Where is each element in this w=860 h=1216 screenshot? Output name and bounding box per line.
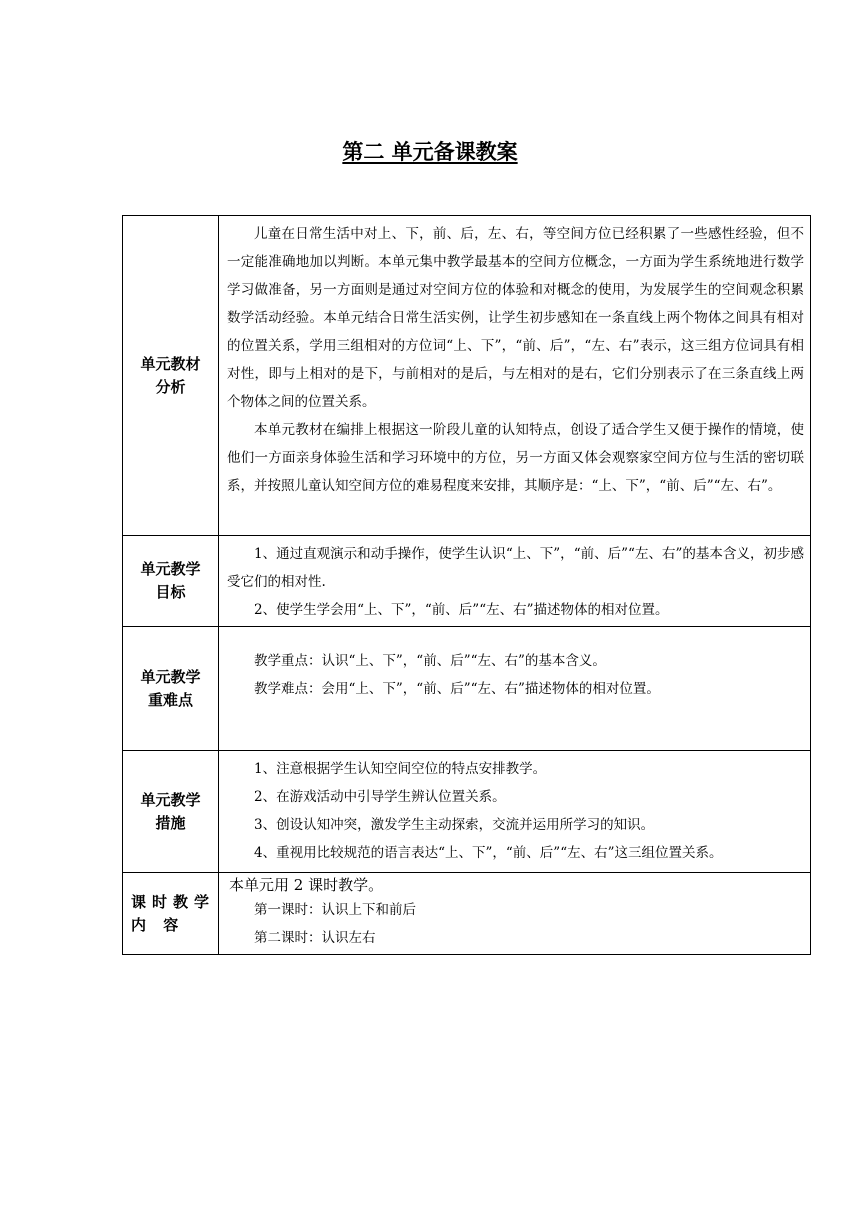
paragraph: 教学难点：会用“上、下”，“前、后”“左、右”描述物体的相对位置。	[254, 681, 660, 697]
row-content-key-difficult-points	[219, 627, 811, 751]
row-label-lesson-content	[123, 873, 219, 955]
row-content-teaching-measures	[219, 751, 811, 873]
table-row	[123, 536, 811, 627]
label-line: 课时教学	[131, 892, 216, 911]
label-line: 单元教学	[140, 790, 201, 809]
row-content-lesson-content	[219, 873, 811, 955]
lesson-plan-table	[122, 215, 811, 955]
label-line: 分析	[155, 377, 186, 396]
row-content-material-analysis	[219, 216, 811, 536]
table-row	[123, 627, 811, 751]
intro-text: 本单元用 2 课时教学。	[229, 876, 384, 894]
paragraph: 4、重视用比较规范的语言表达“上、下”，“前、后”“左、右”这三组位置关系。	[254, 845, 723, 861]
paragraph: 3、创设认知冲突，激发学生主动探索，交流并运用所学习的知识。	[254, 817, 655, 833]
paragraph: 1、通过直观演示和动手操作，使学生认识“上、下”，“前、后”“左、右”的基本含义，初步感受它们的相对性.	[227, 546, 804, 590]
row-label-material-analysis	[123, 216, 219, 536]
paragraph: 第二课时：认识左右	[254, 930, 376, 946]
table-row	[123, 873, 811, 955]
label-line: 重难点	[147, 690, 193, 709]
row-label-teaching-goals	[123, 536, 219, 627]
paragraph: 第一课时：认识上下和前后	[254, 902, 416, 918]
table-row	[123, 216, 811, 536]
paragraph: 2、使学生学会用“上、下”，“前、后”“左、右”描述物体的相对位置。	[254, 602, 669, 618]
paragraph: 教学重点：认识“上、下”，“前、后”“左、右”的基本含义。	[254, 653, 606, 669]
label-line: 目标	[155, 583, 186, 601]
table-row	[123, 751, 811, 873]
label-line: 单元教学	[140, 560, 201, 578]
paragraph: 本单元教材在编排上根据这一阶段儿童的认知特点，创设了适合学生又便于操作的情境，使他们一方面亲身体验生活和学习环境中的方位，另一方面又体会观察家空间方位与生活的密切联系，并按照儿童认知空间方位的难易程度来安排，其顺序是：“上、下”，“前、后”“左、右”。	[227, 422, 804, 494]
paragraph: 2、在游戏活动中引导学生辨认位置关系。	[254, 789, 506, 805]
label-line: 内 容	[131, 915, 185, 934]
label-line: 单元教材	[140, 354, 201, 373]
label-line: 单元教学	[140, 667, 201, 686]
row-content-teaching-goals	[219, 536, 811, 627]
page-title: 第二 单元备课教案	[342, 140, 518, 164]
row-label-teaching-measures	[123, 751, 219, 873]
paragraph: 儿童在日常生活中对上、下，前、后，左、右，等空间方位已经积累了一些感性经验，但不一定能准确地加以判断。本单元集中教学最基本的空间方位概念，一方面为学生系统地进行数学学习做准备，另一方面则是通过对空间方位的体验和对概念的使用，为发展学生的空间观念积累数学活动经验。本单元结合日常生活实例，让学生初步感知在一条直线上两个物体之间具有相对的位置关系，学用三组相对的方位词“上、下”，“前、后”，“左、右”表示，这三组方位词具有相对性，即与上相对的是下，与前相对的是后，与左相对的是右，它们分别表示了在三条直线上两个物体之间的位置关系。	[227, 226, 804, 410]
label-line: 措施	[155, 813, 186, 832]
row-label-key-difficult-points	[123, 627, 219, 751]
paragraph: 1、注意根据学生认知空间空位的特点安排教学。	[254, 761, 547, 777]
